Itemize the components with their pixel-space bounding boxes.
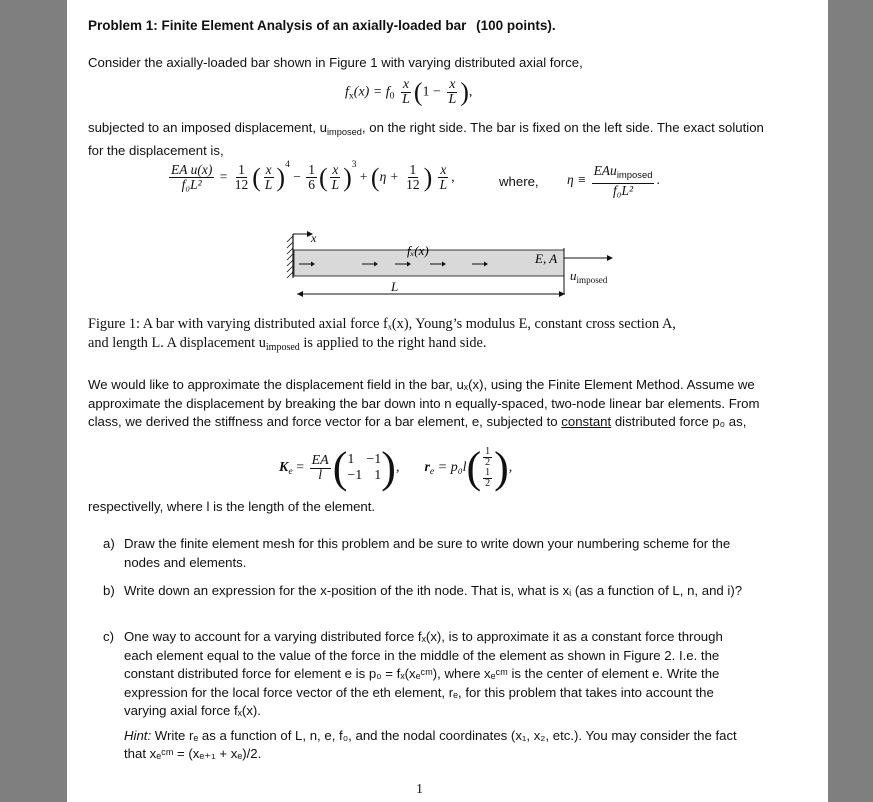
frac-den: L [448, 92, 457, 107]
frac-num: EA u(x) [171, 162, 213, 178]
frac-num: 1 [485, 467, 491, 478]
length-arrow-left [297, 291, 303, 297]
problem-points: (100 points). [476, 18, 556, 33]
caption-line2 [88, 334, 778, 357]
question-label: c) [103, 629, 114, 644]
fem-text-a: We would like to approximate the displacement field in the bar, uₓ(x), using the Finite Element Method. Assume we approximate the displacement by breaking the bar down into n equally-spaced, two-node linear bar elements. From class, we derived the stiffness and force vector for a bar element, e, subjected to [88, 377, 760, 429]
matrix-cell: −1 [347, 468, 363, 483]
problem-title [88, 18, 556, 33]
force-vector [481, 447, 494, 489]
force-equation [345, 78, 472, 107]
comma: , [451, 169, 455, 184]
frac-num: x [402, 77, 410, 92]
matrix-cell: 1 [374, 468, 382, 483]
exact-xL2 [330, 163, 342, 192]
imposed-arrowhead [607, 255, 613, 261]
paren-close: ) [423, 162, 433, 192]
imposed-text-a: subjected to an imposed displacement, u [88, 120, 327, 135]
imposed-u-sub: imposed [576, 275, 608, 285]
imposed-text-b: , on the right side. The bar is fixed on the left side. The exact solution for the displacement is, [88, 120, 764, 158]
paren-open: ( [413, 77, 423, 107]
eta-num-sub: imposed [616, 170, 653, 181]
power-4: 4 [285, 160, 290, 170]
question-label: a) [103, 536, 115, 551]
question-a [103, 535, 753, 572]
where-label: where, [499, 174, 539, 189]
exact-lhs-frac [169, 163, 214, 192]
caption-line1: Figure 1: A bar with varying distributed axial force fₓ(x), Young’s modulus E, constant cross section A, [88, 316, 676, 332]
comma: , [508, 460, 513, 476]
frac-num: x [449, 77, 456, 92]
paren-open: ( [252, 162, 261, 192]
EA-over-l [310, 454, 331, 483]
equals-sign: = [219, 169, 228, 184]
comma: , [468, 84, 473, 100]
frac-den: 6 [308, 177, 315, 193]
eq-force-f0-sub: 0 [389, 90, 395, 102]
frac-den: 12 [406, 177, 420, 193]
period: . [656, 172, 660, 188]
equals-sign: = [296, 460, 305, 476]
element-equation [279, 443, 513, 492]
eta-frac [592, 164, 655, 198]
fem-paragraph [88, 376, 768, 432]
fem-text-b: distributed force p₀ as, [614, 414, 747, 429]
frac-den: 12 [234, 177, 249, 193]
plus-sign: + [359, 169, 368, 184]
frac-num: 1 [485, 446, 491, 457]
question-hint [124, 727, 753, 764]
hint-text: Write rₑ as a function of L, n, e, f₀, and the nodal coordinates (x₁, x₂, etc.). You may consider the fact that xₑᶜᵐ = (xₑ₊₁ + xₑ)/2. [124, 727, 737, 761]
frac-den: 2 [485, 457, 491, 468]
imposed-u: u [570, 268, 577, 283]
page-number: 1 [416, 782, 423, 797]
frac-den: L [402, 92, 410, 107]
frac-num: 1 [308, 162, 315, 178]
frac-den: L [331, 177, 340, 193]
problem-title-text: Problem 1: Finite Element Analysis of an axially-loaded bar [88, 18, 467, 33]
r-rhs: = p₀l [437, 460, 467, 476]
paren-close: ) [276, 162, 286, 192]
paren-open: ( [318, 162, 328, 192]
caption-line2-b: is applied to the right hand side. [299, 335, 487, 351]
frac-den: L [264, 177, 273, 193]
vector-paren-open: ( [466, 443, 482, 492]
bar-figure [277, 222, 567, 298]
wall-hatch [287, 236, 293, 278]
paren-open: ( [370, 162, 380, 192]
imposed-paragraph [88, 119, 768, 160]
frac-den: f₀L² [613, 183, 634, 198]
ea-label: E, A [535, 251, 558, 266]
imposed-sub: imposed [327, 127, 362, 137]
r-symbol: r [424, 460, 430, 476]
frac-num: 1 [409, 162, 417, 178]
r-sub: e [429, 466, 435, 478]
question-text: Draw the finite element mesh for this problem and be sure to write down your numbering scheme for the nodes and elements. [124, 536, 731, 570]
minus-sign: − [293, 169, 301, 184]
caption-line2-a: and length L. A displacement u [88, 335, 266, 351]
matrix-paren-open: ( [332, 443, 348, 492]
intro-paragraph: Consider the axially-loaded bar shown in Figure 1 with varying distributed axial force, [88, 55, 583, 70]
vector-paren-close: ) [494, 443, 509, 492]
frac-num: x [440, 162, 447, 178]
vector-cell [483, 468, 492, 489]
hint-label: Hint: [124, 727, 152, 743]
stiffness-matrix [347, 452, 381, 484]
frac-den: 2 [485, 478, 491, 489]
frac-num: x [332, 162, 339, 178]
matrix-paren-close: ) [381, 443, 396, 492]
exact-xL1 [263, 163, 275, 192]
matrix-cell: −1 [366, 452, 382, 467]
power-3: 3 [351, 160, 357, 170]
eq-force-arg: (x) = f [353, 84, 390, 100]
paren-close: ) [343, 162, 352, 192]
frac-den: f₀L² [181, 177, 202, 193]
question-c [103, 628, 753, 764]
frac-num: EA [311, 452, 329, 468]
length-dimension [293, 288, 569, 300]
force-label: fₓ(x) [407, 243, 429, 258]
question-text: One way to account for a varying distributed force fₓ(x), is to approximate it as a constant force through each element equal to the value of the force in the middle of the element as shown in Figure 2. I.e. the constant distributed force for element e is p₀ = fₓ(xₑᶜᵐ), where xₑᶜᵐ is the center of element e. Write the expression for the local force vector of the eth element, rₑ, for this problem that takes into account the varying axial force fₓ(x). [124, 629, 723, 718]
eta-num: EAu [593, 163, 617, 178]
eq-force-f: f [345, 84, 349, 100]
document-page [67, 0, 828, 802]
frac-num: 1 [238, 162, 245, 178]
imposed-label [570, 268, 607, 285]
question-b [103, 582, 753, 601]
eta-def: η ≡ [567, 172, 587, 188]
x-axis-label: x [311, 231, 317, 245]
vector-cell [483, 447, 492, 468]
eta-plus: η + [379, 169, 399, 184]
exact-solution-equation [167, 160, 455, 192]
bar-body [294, 250, 564, 276]
comma: , [395, 460, 400, 476]
exact-xL3 [438, 163, 450, 192]
respectively-line: respectivelly, where l is the length of the element. [88, 499, 376, 514]
K-symbol: K [279, 460, 289, 476]
length-label: L [391, 279, 399, 294]
frac-den: L [439, 177, 448, 193]
exact-c3 [404, 163, 422, 192]
eta-definition [567, 164, 660, 198]
matrix-cell: 1 [347, 452, 355, 467]
eq-force-sub: x [348, 90, 354, 102]
question-label: b) [103, 583, 115, 598]
eq-force-one-minus: 1 − [422, 84, 441, 100]
exact-c1 [233, 163, 251, 192]
length-arrow-right [559, 291, 565, 297]
figure-caption [88, 315, 778, 357]
frac-den: l [318, 467, 323, 483]
frac-num: x [265, 162, 272, 178]
K-sub: e [288, 466, 293, 478]
paren-close: ) [460, 77, 469, 107]
eq-force-frac2 [446, 78, 458, 107]
question-text: Write down an expression for the x-position of the ith node. That is, what is xᵢ (as a function of L, n, and i)? [124, 583, 743, 598]
exact-c2 [306, 163, 317, 192]
caption-line2-sub: imposed [265, 342, 300, 353]
fem-underline: constant [561, 414, 612, 429]
eq-force-frac [400, 78, 412, 107]
